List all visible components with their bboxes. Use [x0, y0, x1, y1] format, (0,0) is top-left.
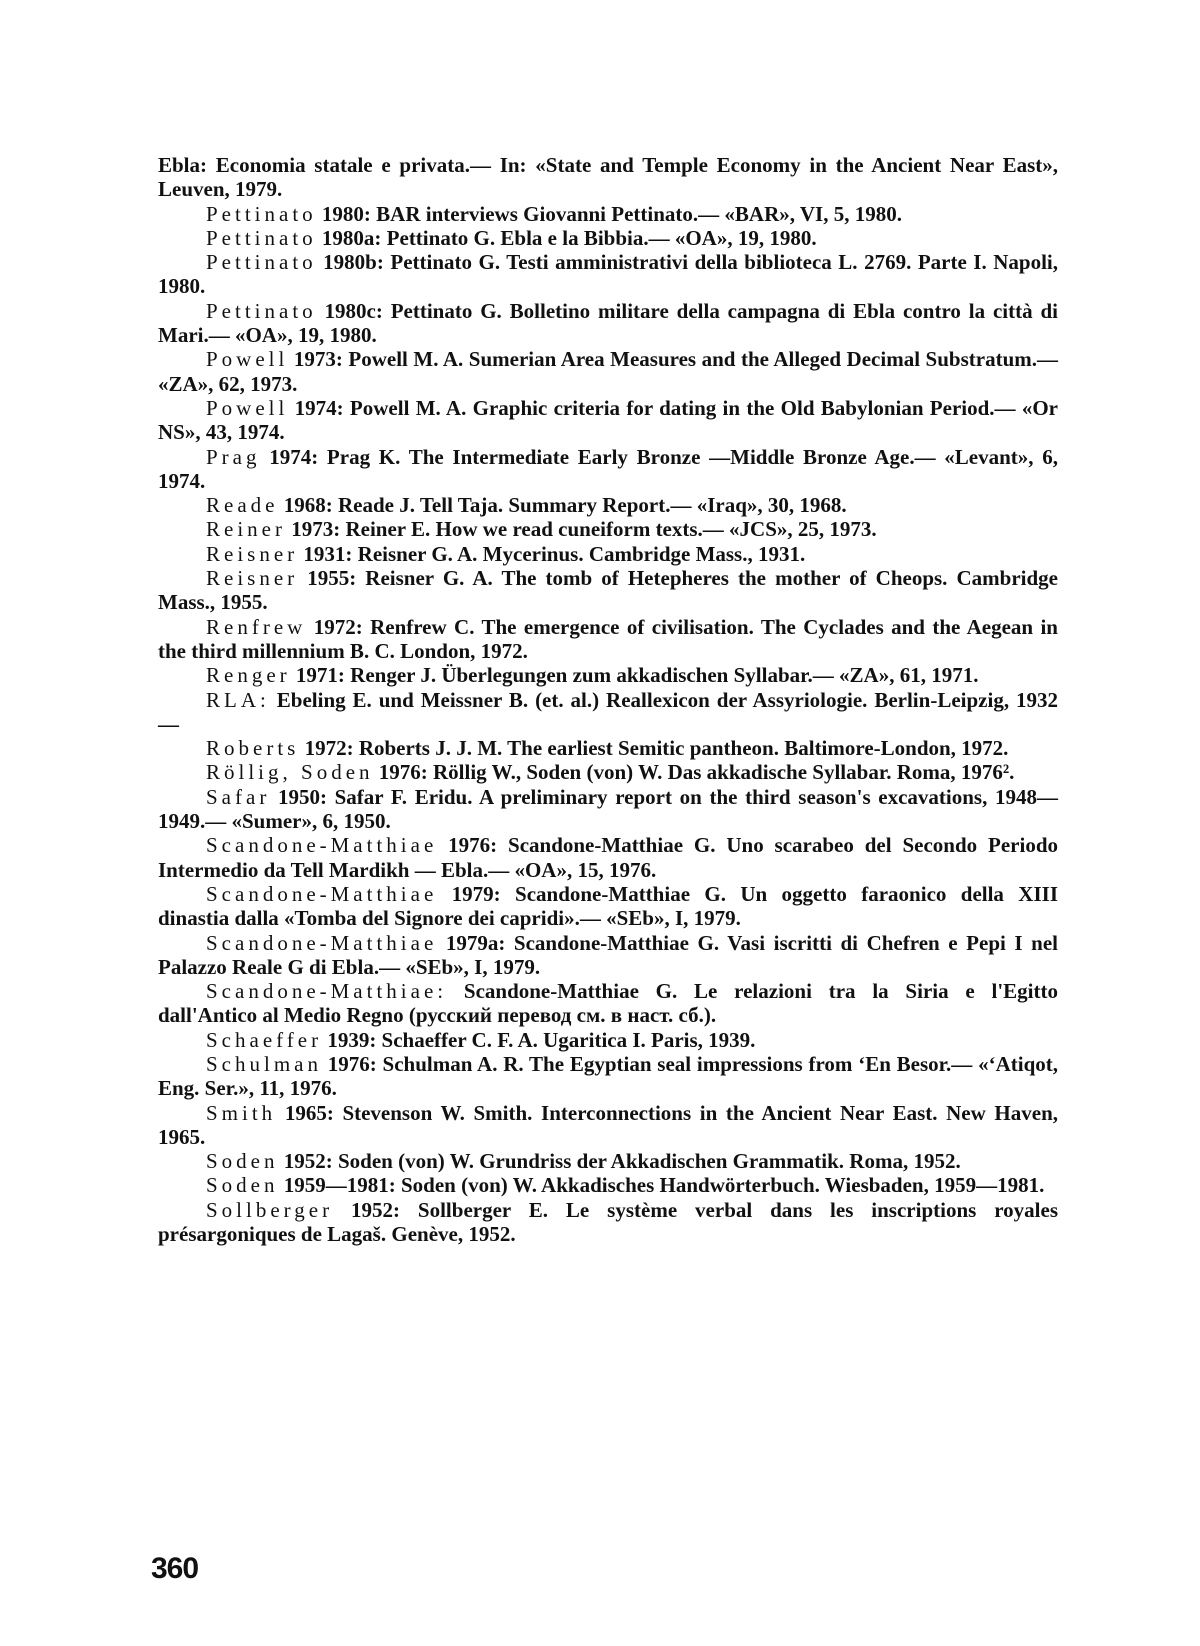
- entry-author: Schaeffer: [206, 1027, 323, 1052]
- entry-author: Renger: [206, 663, 291, 688]
- entry-author: Schulman: [206, 1051, 322, 1076]
- bibliography-entry: [158, 250, 1058, 299]
- bibliography-entry: [158, 396, 1058, 445]
- entry-text: Scandone-Matthiae G. Le relazioni tra la Siria e l'Egitto dall'Antico al Medio Regno (русский перевод см. в наст. сб.).: [158, 979, 1058, 1028]
- bibliography-entry: [158, 615, 1058, 664]
- entry-author: Powell: [206, 347, 289, 372]
- entry-text: Ebeling E. und Meissner B. (et. al.) Reallexicon der Assyriologie. Berlin-Leipzig, 1932—: [158, 687, 1058, 736]
- entry-text: 1980c: Pettinato G. Bolletino militare della campagna di Ebla contro la città di Mari.— «OA», 19, 1980.: [158, 298, 1058, 348]
- entry-author: Reisner: [206, 541, 299, 566]
- bibliography-entry: [158, 663, 1058, 687]
- entry-author: Scandone-Matthiae: [206, 833, 438, 858]
- bibliography-entry: [158, 833, 1058, 882]
- bibliography-entry: [158, 226, 1058, 250]
- bibliography-entry: [158, 736, 1058, 760]
- bibliography-entry: [158, 445, 1058, 494]
- entry-author: Pettinato: [206, 225, 317, 250]
- bibliography-entry: [158, 299, 1058, 348]
- entry-text: 1955: Reisner G. A. The tomb of Hetepheres the mother of Cheops. Cambridge Mass., 1955.: [158, 566, 1058, 615]
- bibliography-entry: [158, 1052, 1058, 1101]
- entry-text: 1980b: Pettinato G. Testi amministrativi della biblioteca L. 2769. Parte I. Napoli, 1980.: [158, 250, 1058, 299]
- entry-text: 1968: Reade J. Tell Taja. Summary Report.— «Iraq», 30, 1968.: [278, 493, 847, 518]
- entry-author: Scandone-Matthiae: [206, 881, 438, 906]
- bibliography-entry: [158, 347, 1058, 396]
- entry-author: Roberts: [206, 736, 300, 761]
- entry-text: 1931: Reisner G. A. Mycerinus. Cambridge Mass., 1931.: [298, 541, 806, 566]
- entry-author: RLA:: [206, 687, 270, 712]
- entry-text: 1979: Scandone-Matthiae G. Un oggetto faraonico della XIII dinastia dalla «Tomba del Signore dei capridi».— «SEb», I, 1979.: [158, 881, 1058, 931]
- entry-author: Reisner: [206, 566, 299, 591]
- entry-author: Pettinato: [206, 201, 317, 226]
- bibliography-page: [158, 153, 1058, 1246]
- bibliography-entry: [158, 1149, 1058, 1173]
- bibliography-entry: [158, 153, 1058, 202]
- bibliography-entry: [158, 1173, 1058, 1197]
- entry-author: Reade: [206, 493, 279, 518]
- entry-author: Röllig, Soden: [206, 760, 374, 785]
- entry-text: 1939: Schaeffer C. F. A. Ugaritica I. Paris, 1939.: [322, 1027, 756, 1052]
- entry-text: 1952: Soden (von) W. Grundriss der Akkadischen Grammatik. Roma, 1952.: [278, 1149, 961, 1174]
- entry-author: Renfrew: [206, 614, 307, 639]
- entry-author: Pettinato: [206, 250, 317, 275]
- bibliography-entry: [158, 760, 1058, 784]
- entry-author: Pettinato: [206, 298, 317, 323]
- bibliography-entry: [158, 785, 1058, 834]
- entry-text: 1973: Reiner E. How we read cuneiform texts.— «JCS», 25, 1973.: [285, 517, 877, 542]
- entry-text: 1979a: Scandone-Matthiae G. Vasi iscritti di Chefren e Pepi I nel Palazzo Reale G di Ebla.— «SEb», I, 1979.: [158, 930, 1058, 979]
- bibliography-entry: [158, 517, 1058, 541]
- entry-author: Safar: [206, 784, 271, 809]
- entry-author: Powell: [206, 395, 289, 420]
- entry-text: Ebla: Economia statale e privata.— In: «State and Temple Economy in the Ancient Near East», Leuven, 1979.: [158, 153, 1058, 202]
- entry-author: Prag: [206, 444, 261, 469]
- bibliography-entry: [158, 1101, 1058, 1150]
- entry-author: Sollberger: [206, 1197, 334, 1222]
- entry-text: 1980: BAR interviews Giovanni Pettinato.— «BAR», VI, 5, 1980.: [316, 201, 902, 226]
- bibliography-entry: [158, 202, 1058, 226]
- entry-text: 1973: Powell M. A. Sumerian Area Measures and the Alleged Decimal Substratum.— «ZA», 62, 1973.: [158, 347, 1058, 396]
- bibliography-entry: [158, 542, 1058, 566]
- bibliography-entry: [158, 688, 1058, 737]
- entry-author: Scandone-Matthiae: [206, 930, 438, 955]
- bibliography-entry: [158, 566, 1058, 615]
- entry-text: 1972: Renfrew C. The emergence of civilisation. The Cyclades and the Aegean in the third millennium B. C. London, 1972.: [158, 614, 1058, 663]
- entry-author: Soden: [206, 1149, 279, 1174]
- entry-text: 1959—1981: Soden (von) W. Akkadisches Handwörterbuch. Wiesbaden, 1959—1981.: [278, 1173, 1045, 1198]
- bibliography-entry: [158, 493, 1058, 517]
- entry-text: 1965: Stevenson W. Smith. Interconnections in the Ancient Near East. New Haven, 1965.: [158, 1100, 1058, 1149]
- entry-text: 1972: Roberts J. J. M. The earliest Semitic pantheon. Baltimore-London, 1972.: [299, 736, 1009, 761]
- entry-text: 1976: Scandone-Matthiae G. Uno scarabeo del Secondo Periodo Intermedio da Tell Mardikh — Ebla.— «OA», 15, 1976.: [158, 833, 1058, 882]
- entry-text: 1971: Renger J. Überlegungen zum akkadischen Syllabar.— «ZA», 61, 1971.: [290, 663, 979, 688]
- bibliography-entry: [158, 1028, 1058, 1052]
- entry-author: Scandone-Matthiae:: [206, 979, 448, 1004]
- page-number: 360: [151, 1552, 199, 1585]
- bibliography-entry: [158, 979, 1058, 1028]
- entry-author: Smith: [206, 1100, 277, 1125]
- bibliography-entry: [158, 931, 1058, 980]
- entry-text: 1974: Powell M. A. Graphic criteria for dating in the Old Babylonian Period.— «Or NS», 43, 1974.: [158, 395, 1058, 445]
- bibliography-entry: [158, 882, 1058, 931]
- entry-text: 1980a: Pettinato G. Ebla e la Bibbia.— «OA», 19, 1980.: [316, 225, 817, 250]
- entry-text: 1976: Röllig W., Soden (von) W. Das akkadische Syllabar. Roma, 1976².: [373, 760, 1015, 785]
- entry-author: Soden: [206, 1173, 279, 1198]
- entry-text: 1950: Safar F. Eridu. A preliminary report on the third season's excavations, 1948—1949.— «Sumer», 6, 1950.: [158, 784, 1058, 834]
- entry-text: 1976: Schulman A. R. The Egyptian seal impressions from ‘En Besor.— «‘Atiqot, Eng. Ser.», 11, 1976.: [158, 1051, 1058, 1101]
- entry-text: 1974: Prag K. The Intermediate Early Bronze —Middle Bronze Age.— «Levant», 6, 1974.: [158, 444, 1058, 493]
- entry-text: 1952: Sollberger E. Le système verbal dans les inscriptions royales présargoniques de Lagaš. Genève, 1952.: [158, 1197, 1058, 1247]
- entry-author: Reiner: [206, 517, 286, 542]
- bibliography-entry: [158, 1198, 1058, 1247]
